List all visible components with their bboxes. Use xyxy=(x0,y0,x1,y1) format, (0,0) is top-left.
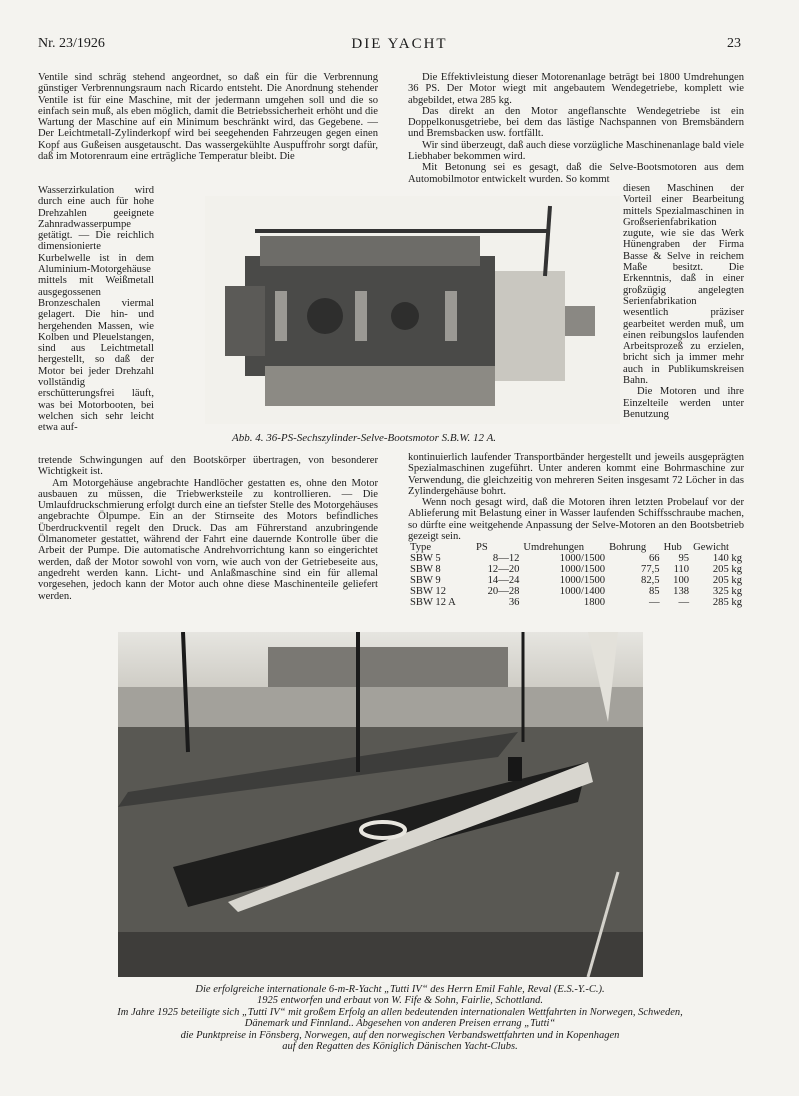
table-cell: 95 xyxy=(678,553,690,565)
left-column-narrow xyxy=(38,185,154,434)
table-cell: SBW 12 A xyxy=(410,597,456,609)
table-cell: SBW 5 xyxy=(410,553,441,565)
table-cell: 1000/1500 xyxy=(559,575,606,587)
table-cell: 325 kg xyxy=(712,586,742,598)
table-cell: 1800 xyxy=(583,597,606,609)
table-cell: 20—28 xyxy=(487,586,520,598)
engine-photograph xyxy=(205,196,620,424)
paragraph: kontinuierlich laufender Transportbänder hergestellt und jeweils ausgeprägten Spezialmaschinen zugeführt. Unter anderen kommt eine Bohrmaschine zur Verwendung, die gleichzeitig von mehreren Seiten insgesamt 72 Löcher in das Zylindergehäuse bohrt. xyxy=(408,452,744,497)
table-cell: 66 xyxy=(648,553,660,565)
paragraph: Wir sind überzeugt, daß auch diese vorzügliche Maschinenanlage bald viele Liebhaber bekommen wird. xyxy=(408,139,744,163)
table-cell: — xyxy=(678,597,690,609)
table-row xyxy=(408,597,744,608)
table-row xyxy=(408,575,744,586)
table-cell: 205 kg xyxy=(712,575,742,587)
paragraph: Wasserzirkulation wird durch eine auch für hohe Drehzahlen geeignete Zahnradwasserpumpe getätigt. — Die reichlich dimensionierte Kurbelwelle ist in dem Aluminium-Motorgehäuse mittels mit Weißmetall ausgegossenen Bronzeschalen viermal gelagert. Die hin- und hergehenden Massen, wie Kolben und Pleuelstangen, sind aus Leichtmetall hergestellt, so daß der Motor bei jeder Drehzahl vollständig erschütterungsfrei läuft, was bei Motorbooten, bei welchen sich sehr leicht etwa auf- xyxy=(38,185,154,434)
table-cell: SBW 9 xyxy=(410,575,441,587)
left-column-bottom xyxy=(38,455,378,602)
right-column-narrow xyxy=(623,183,744,420)
table-row xyxy=(408,564,744,575)
paragraph: Am Motorgehäuse angebrachte Handlöcher gestatten es, ohne den Motor ausbauen zu müssen, die Triebwerksteile zu kontrollieren. — Die Umlaufdruckschmierung erfolgt durch eine an tiefster Stelle des Motorgehäuses angebrachte Ölpumpe. Ein an der Stirnseite des Motors befindliches Überdruckventil regelt den Druck. Das am Führerstand anzubringende Ölmanometer gestattet, während der Fahrt eine dauernde Kontrolle über die Arbeit der Pumpe. Die automatische Andrehvorrichtung kann so eingerichtet werden, daß der Motor sowohl von vorn, wie auch von der Getriebeseite aus, angedreht werden kann. Licht- und Anlaßmaschine sind ein für allemal vorgesehen, jedoch kann der Motor auch ohne diese Maschinenteile geliefert werden. xyxy=(38,477,378,602)
engine-spec-table xyxy=(408,542,744,608)
table-cell: 1000/1500 xyxy=(559,553,606,565)
table-header: Umdrehungen xyxy=(523,542,585,554)
caption-line: 1925 entworfen und erbaut von W. Fife & Sohn, Fairlie, Schottland. xyxy=(256,995,543,1007)
caption-line: die Punktpreise in Fönsberg, Norwegen, auf den norwegischen Verbandswettfahrten und in Kopenhagen xyxy=(180,1029,620,1041)
table-cell: 12—20 xyxy=(487,564,520,576)
engine-figure-caption: Abb. 4. 36-PS-Sechszylinder-Selve-Bootsmotor S.B.W. 12 A. xyxy=(232,432,497,444)
page-number: 23 xyxy=(727,36,741,51)
table-header-row xyxy=(408,542,744,553)
paragraph: tretende Schwingungen auf den Bootskörper übertragen, von besonderer Wichtigkeit ist. xyxy=(38,455,378,478)
yacht-photograph xyxy=(118,632,643,977)
table-cell: 82,5 xyxy=(641,575,660,587)
table-row xyxy=(408,553,744,564)
table-cell: 1000/1500 xyxy=(559,564,606,576)
issue-number: Nr. 23/1926 xyxy=(38,36,105,51)
right-column-bottom xyxy=(408,452,744,608)
table-cell: SBW 12 xyxy=(410,586,447,598)
yacht-figure-caption xyxy=(100,984,700,1052)
table-header: Type xyxy=(410,542,432,554)
table-cell: 8—12 xyxy=(492,553,520,565)
caption-line: Die erfolgreiche internationale 6-m-R-Yacht „Tutti IV“ des Herrn Emil Fahle, Reval (E.S.-Y.-C.). xyxy=(195,984,605,995)
table-cell: 14—24 xyxy=(487,575,520,587)
table-cell: — xyxy=(648,597,660,609)
table-header: Bohrung xyxy=(609,542,647,554)
table-header: PS xyxy=(475,542,488,554)
table-row xyxy=(408,586,744,597)
caption-line: auf den Regatten des Königlich Dänischen Yacht-Clubs. xyxy=(282,1041,518,1053)
table-cell: 77,5 xyxy=(641,564,660,576)
left-column-top xyxy=(38,72,378,162)
paragraph: diesen Maschinen der Vorteil einer Bearbeitung mittels Spezialmaschinen in Großserienfabrikation zugute, wie sie das Werk Hünengraben der Firma Basse & Selve in reichem Maße besitzt. Die Erkenntnis, daß in einer großzügig angelegten Serienfabrikation wesentlich präziser gearbeitet werden muß, um einen reibungslos laufenden Arbeitsprozeß zu erzielen, bricht sich ja immer mehr auch in Publikumskreisen Bahn. xyxy=(623,183,744,387)
caption-line: Im Jahre 1925 beteiligte sich „Tutti IV“ mit großem Erfolg an allen bedeutenden internationalen Wettfahrten in Norwegen, Schweden, Dänemark und Finnland.. Abgesehen von anderen Preisen errang „Tutti“ xyxy=(117,1006,683,1030)
table-cell: 140 kg xyxy=(712,553,742,565)
paragraph: Die Motoren und ihre Einzelteile werden unter Benutzung xyxy=(623,386,744,420)
table-cell: 110 xyxy=(673,564,690,576)
table-header: Hub xyxy=(663,542,682,554)
table-cell: 205 kg xyxy=(712,564,742,576)
table-cell: 100 xyxy=(673,575,690,587)
paragraph: Ventile sind schräg stehend angeordnet, so daß ein für die Verbrennung günstiger Verbrennungsraum nach Ricardo entsteht. Die Anordnung stehender Ventile ist für eine Maschine, mit der jedermann umgehen soll und die so einfach sein muß, als eben möglich, damit die Betriebssicherheit erhöht und die Wartung der Maschine auf ein Minimum beschränkt wird, das Gegebene. — Der Leichtmetall-Zylinderkopf wird bei seegehenden Fahrzeugen gegen einen Kopf aus Gußeisen ausgetauscht. Das wassergekühlte Auspuffrohr sorgt dafür, daß im Motorenraum eine erträgliche Temperatur bleibt. Die xyxy=(38,72,378,163)
right-column-top xyxy=(408,72,744,185)
paragraph: Das direkt an den Motor angeflanschte Wendegetriebe ist ein Doppelkonusgetriebe, bei dem das lästige Nachspannen von Bremsbändern und Bremsbacken usw. fortfällt. xyxy=(408,105,744,140)
table-cell: 36 xyxy=(508,597,520,609)
table-cell: SBW 8 xyxy=(410,564,441,576)
table-header: Gewicht xyxy=(693,542,729,554)
paragraph: Die Effektivleistung dieser Motorenanlage beträgt bei 1800 Umdrehungen 36 PS. Der Motor wiegt mit angebautem Wendegetriebe, komplett wie abgebildet, etwa 285 kg. xyxy=(408,72,744,106)
table-cell: 85 xyxy=(648,586,660,598)
table-cell: 138 xyxy=(673,586,690,598)
table-cell: 1000/1400 xyxy=(559,586,606,598)
magazine-title: DIE YACHT xyxy=(351,36,448,52)
table-cell: 285 kg xyxy=(712,597,742,609)
paragraph: Mit Betonung sei es gesagt, daß die Selve-Bootsmotoren aus dem Automobilmotor entwickelt wurden. So kommt xyxy=(408,162,744,185)
paragraph: Wenn noch gesagt wird, daß die Motoren ihren letzten Probelauf vor der Ablieferung mit Belastung einer in Wasser laufenden Schiffsschraube machen, so dürfte eine weitgehende Anpassung der Selve-Motoren an den Bootsbetrieb gezeigt sein. xyxy=(408,497,744,543)
